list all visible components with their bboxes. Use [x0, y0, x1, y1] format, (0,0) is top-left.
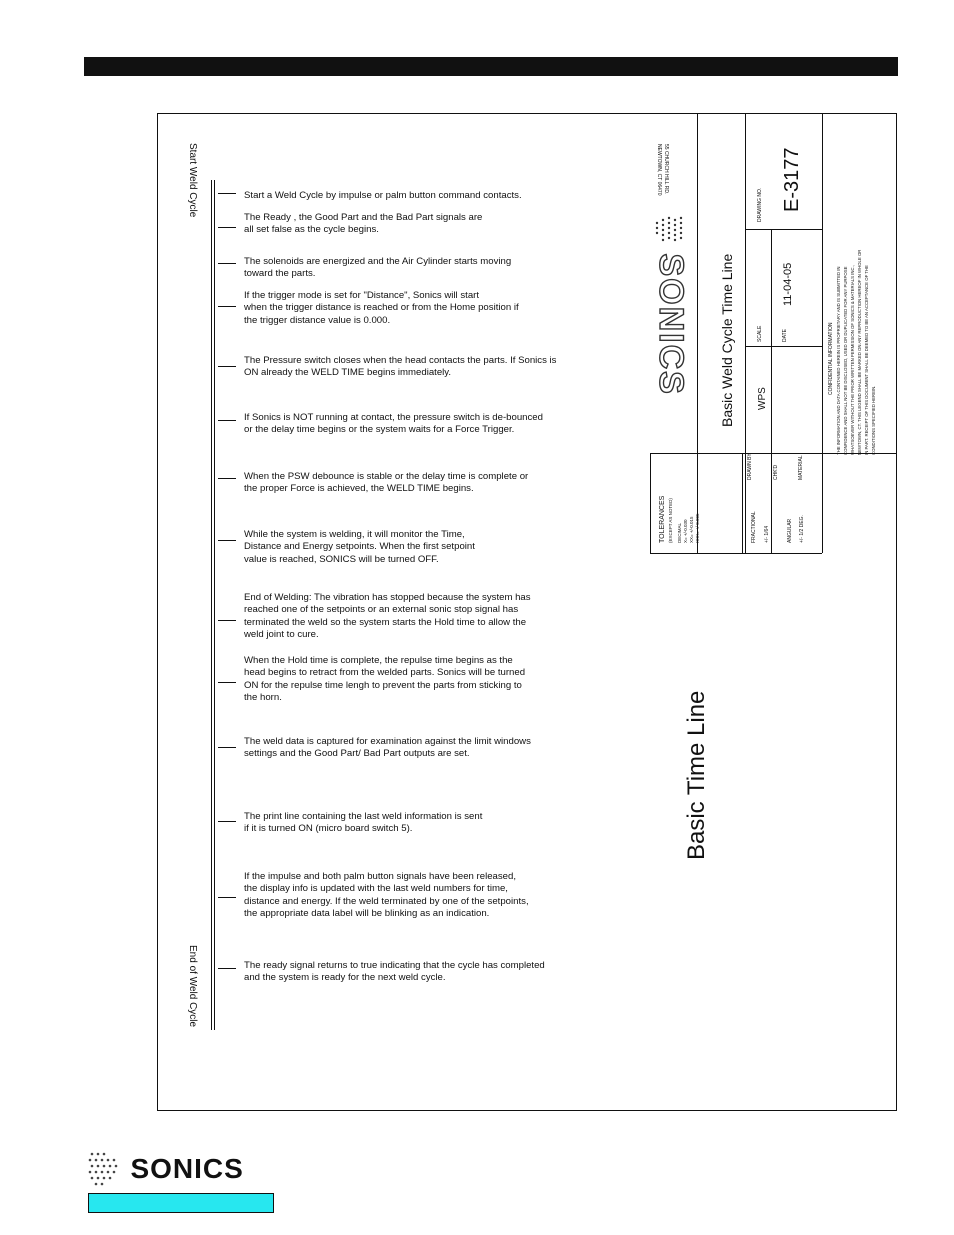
fractional-label: FRACTIONAL	[751, 511, 757, 543]
timeline-step: While the system is welding, it will monitor the Time, Distance and Energy setpoints. When the first setpoint value is reached, SONICS will be turned OFF.	[244, 529, 475, 565]
timeline-tick	[218, 227, 236, 228]
timeline-line-inner	[214, 180, 215, 1030]
timeline-step: If Sonics is NOT running at contact, the pressure switch is de-bounced or the delay time begins or the system waits for a Force Trigger.	[244, 412, 543, 436]
sonics-logo	[651, 215, 690, 396]
angular-value: +/- 1/2 DEG.	[799, 515, 805, 543]
footer-logo	[88, 1151, 244, 1187]
timeline-tick	[218, 193, 236, 194]
timeline-step: The print line containing the last weld information is sent if it is turned ON (micro board switch 5).	[244, 811, 483, 835]
timeline-tick	[218, 478, 236, 479]
address-line-1: 55 CHURCH HILL RD.	[663, 144, 669, 195]
timeline-tick	[218, 897, 236, 898]
confidential-line: WHATSOEVER WITHOUT THE PRIOR WRITTEN PERMISSION OF SONICS & MATERIALS INC.,	[850, 265, 855, 455]
timeline-step: If the impulse and both palm button signals have been released, the display info is updated with the last weld numbers for time, distance and energy. If the weld terminated by one of the setpoints, the appropriate data label will be blinking as an indication.	[244, 871, 529, 919]
confidential-line: NEWTOWN, CT. THIS LEGEND SHALL BE MARKED ON ANY REPRODUCTION HEREOF IN WHOLE OR	[857, 249, 862, 455]
timeline-step: The weld data is captured for examination against the limit windows settings and the Good Part/ Bad Part outputs are set.	[244, 736, 531, 760]
decimal-line: X= +/-0.030	[683, 519, 688, 543]
drawing-no-label: DRAWING NO.	[757, 187, 763, 222]
timeline-tick	[218, 306, 236, 307]
decimal-line: XXX= +/-0.005	[695, 513, 700, 543]
timeline-tick	[218, 747, 236, 748]
title-block-h1	[745, 229, 822, 230]
date-value: 11-04-05	[782, 262, 794, 306]
material-label: MATERIAL	[798, 455, 804, 480]
timeline-step: If the trigger mode is set for "Distance", Sonics will start when the trigger distance is reached or from the Home position if the trigger distance value is 0.000.	[244, 290, 519, 326]
tolerances-note: (EXCEPT AS NOTED)	[668, 498, 673, 543]
tolerances-label: TOLERANCES	[659, 495, 666, 543]
logo-dots-icon	[656, 215, 686, 249]
title-block-bottom-rule	[650, 553, 822, 554]
scale-label: SCALE	[757, 325, 763, 342]
timeline-step: When the PSW debounce is stable or the delay time is complete or the proper Force is achieved, the WELD TIME begins.	[244, 471, 529, 495]
title-block-h3	[697, 453, 745, 454]
address-line-2: NEWTOWN, CT 06470	[656, 144, 662, 196]
footer-accent-bar	[88, 1193, 274, 1213]
confidential-line: CONDITIONS SPECIFIED HEREIN.	[871, 385, 876, 455]
end-weld-cycle-label: End of Weld Cycle	[187, 945, 198, 1028]
title-block-v1	[697, 113, 698, 553]
timeline-step: The solenoids are energized and the Air Cylinder starts moving toward the parts.	[244, 256, 512, 280]
title-block-left-rule	[650, 453, 651, 553]
confidential-line: CONFIDENCE AND SHALL NOT BE DISCLOSED, USED OR DUPLICATED FOR ANY PURPOSE	[843, 266, 848, 455]
drawn-by-value: WPS	[757, 387, 768, 410]
timeline-tick	[218, 540, 236, 541]
confidential-line: THE INFORMATION AND DATA CONTAINED HEREIN IS PROPRIETARY AND IS SUBMITTED IN	[836, 266, 841, 455]
timeline-tick	[218, 968, 236, 969]
decimal-line: XX= +/-0.015	[689, 516, 694, 543]
timeline-step: When the Hold time is complete, the repulse time begins as the head begins to retract from the welded parts. Sonics will be turned ON for the repulse time lengh to prevent the parts from sticking to the horn.	[244, 655, 526, 703]
timeline-step: The ready signal returns to true indicating that the cycle has completed and the system is ready for the next weld cycle.	[244, 960, 545, 984]
logo-dots-icon	[88, 1151, 122, 1187]
start-weld-cycle-label: Start Weld Cycle	[187, 143, 198, 218]
checked-label: CHK'D	[773, 464, 779, 480]
title-block-v2	[745, 113, 746, 553]
timeline-tick	[218, 420, 236, 421]
drawn-by-label: DRAWN BY	[747, 453, 753, 480]
confidential-title: CONFIDENTIAL INFORMATION	[828, 322, 834, 395]
title-block-v5	[742, 453, 743, 553]
timeline-step: The Pressure switch closes when the head contacts the parts. If Sonics is ON already the WELD TIME begins immediately.	[244, 355, 557, 379]
timeline-tick	[218, 620, 236, 621]
timeline-tick	[218, 821, 236, 822]
sonics-logo-text: SONICS	[652, 253, 690, 396]
confidential-line: IN PART. RECEIPT OF THIS DOCUMENT SHALL BE DEEMED TO BE AN ACCEPTANCE OF THE	[864, 265, 869, 455]
timeline-tick	[218, 682, 236, 683]
timeline-step: End of Welding: The vibration has stopped because the system has reached one of the setpoints or an external sonic stop signal has terminated the weld so the system starts the Hold time to allow the weld joint to cure.	[244, 592, 531, 640]
big-title: Basic Time Line	[683, 690, 710, 860]
timeline-tick	[218, 366, 236, 367]
title-block-h2	[745, 346, 822, 347]
decimal-line: DECIMAL	[677, 522, 682, 543]
drawing-title: Basic Weld Cycle Time Line	[719, 253, 735, 427]
timeline-tick	[218, 263, 236, 264]
header-bar	[84, 57, 898, 76]
date-label: DATE	[782, 329, 788, 342]
timeline-step: The Ready , the Good Part and the Bad Part signals are all set false as the cycle begins.	[244, 212, 483, 236]
footer-logo-text: SONICS	[130, 1153, 244, 1184]
timeline-step: Start a Weld Cycle by impulse or palm button command contacts.	[244, 190, 522, 201]
timeline-line	[211, 180, 212, 1030]
fractional-value: +/- 1/64	[764, 525, 770, 543]
title-block-v3	[822, 113, 823, 553]
title-block-v4	[771, 229, 772, 553]
drawing-number: E-3177	[781, 147, 803, 212]
angular-label: ANGULAR	[787, 518, 793, 543]
